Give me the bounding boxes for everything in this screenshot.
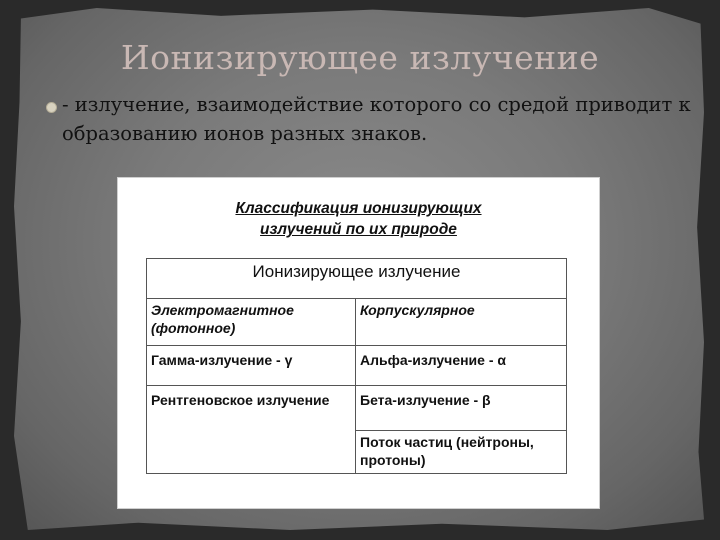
- bullet-icon: [46, 102, 57, 113]
- classification-figure: [117, 177, 600, 509]
- figure-caption-line1: Классификация ионизирующих: [235, 200, 482, 217]
- table-cell-xray: Рентгеновское излучение: [146, 385, 356, 474]
- table-cell-beta: Бета-излучение - β: [355, 385, 567, 431]
- table-cell-gamma: Гамма-излучение - γ: [146, 345, 356, 386]
- table-cell-alpha: Альфа-излучение - α: [355, 345, 567, 386]
- column-title-electromagnetic: Электромагнитное (фотонное): [146, 298, 356, 346]
- table-cell-particle-flow: Поток частиц (нейтроны, протоны): [355, 430, 567, 474]
- definition-text: - излучение, взаимодействие которого со средой приводит к образованию ионов разных знаков.: [62, 93, 691, 145]
- column-title-corpuscular: Корпускулярное: [355, 298, 567, 346]
- figure-caption-line2: излучений по их природе: [260, 221, 457, 238]
- figure-caption: [118, 198, 599, 240]
- slide-title: Ионизирующее излучение: [120, 38, 600, 77]
- table-header: Ионизирующее излучение: [146, 258, 567, 299]
